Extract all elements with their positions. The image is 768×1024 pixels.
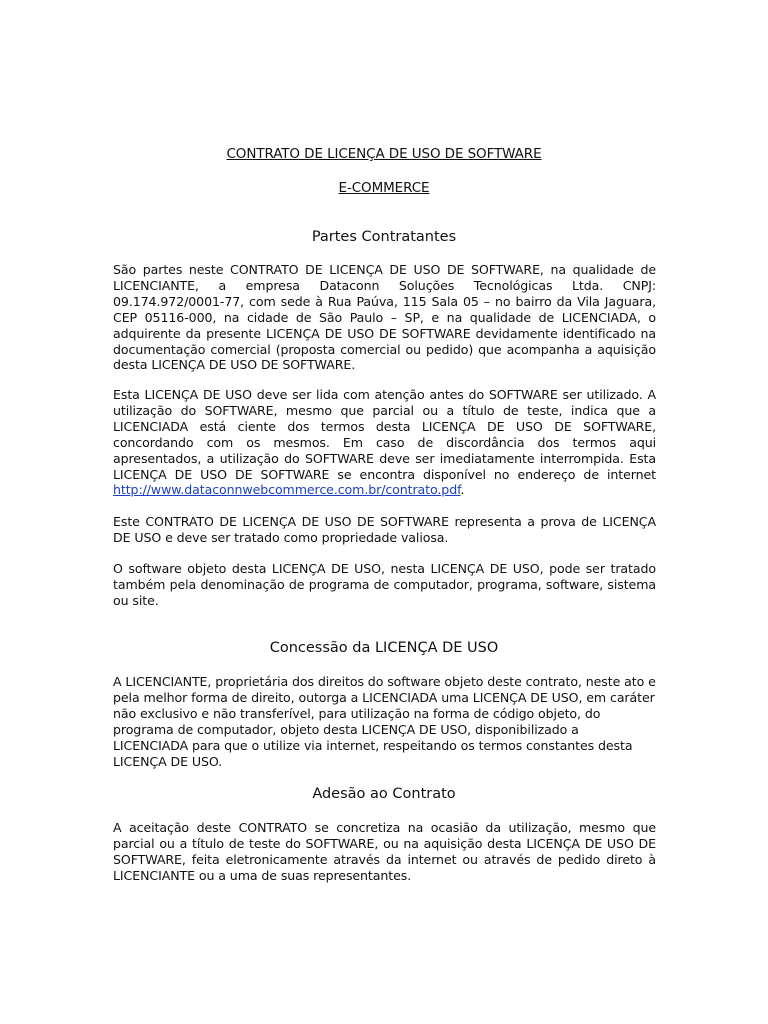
paragraph-prova: Este CONTRATO DE LICENÇA DE USO DE SOFTWARE representa a prova de LICENÇA DE USO e deve ser tratado como propriedade valiosa. [113,514,656,545]
contract-link[interactable]: http://www.dataconnwebcommerce.com.br/contrato.pdf [113,482,461,498]
paragraph-concessao: A LICENCIANTE, proprietária dos direitos do software objeto deste contrato, neste ato e pela melhor forma de direito, outorga a LICENCIADA uma LICENÇA DE USO, em caráter não exclusivo e não transferível, para utilização na forma de código objeto, do programa de computador, objeto desta LICENÇA DE USO, disponibilizado a LICENCIADA para que o utilize via internet, respeitando os termos constantes desta LICENÇA DE USO. [113,674,656,769]
paragraph-adesao: A aceitação deste CONTRATO se concretiza na ocasião da utilização, mesmo que parcial ou a título de teste do SOFTWARE, ou na aquisição desta LICENÇA DE USO DE SOFTWARE, feita eletronicamente através da internet ou através de pedido direto à LICENCIANTE ou a uma de suas representantes. [113,820,656,883]
paragraph-leitura [113,387,656,498]
section-heading-concessao: Concessão da LICENÇA DE USO [269,640,499,656]
link-suffix: . [460,482,465,498]
paragraph-partes: São partes neste CONTRATO DE LICENÇA DE USO DE SOFTWARE, na qualidade de LICENCIANTE, a empresa Dataconn Soluções Tecnológicas Ltda. CNPJ: 09.174.972/0001-77, com sede à Rua Paúva, 115 Sala 05 – no bairro da Vila Jaguara, CEP 05116-000, na cidade de São Paulo – SP, e na qualidade de LICENCIADA, o adquirente da presente LICENÇA DE USO DE SOFTWARE devidamente identificado na documentação comercial (proposta comercial ou pedido) que acompanha a aquisição desta LICENÇA DE USO DE SOFTWARE. [113,262,656,373]
document-title: CONTRATO DE LICENÇA DE USO DE SOFTWARE [226,146,542,162]
section-heading-adesao: Adesão ao Contrato [312,786,456,802]
paragraph-denominacao: O software objeto desta LICENÇA DE USO, nesta LICENÇA DE USO, pode ser tratado também pela denominação de programa de computador, programa, software, sistema ou site. [113,561,656,608]
document-subtitle: E-COMMERCE [338,180,430,196]
paragraph-leitura-text: Esta LICENÇA DE USO deve ser lida com atenção antes do SOFTWARE ser utilizado. A utilização do SOFTWARE, mesmo que parcial ou a título de teste, indica que a LICENCIADA está ciente dos termos desta LICENÇA DE USO DE SOFTWARE, concordando com os mesmos. Em caso de discordância dos termos aqui apresentados, a utilização do SOFTWARE deve ser imediatamente interrompida. Esta LICENÇA DE USO DE SOFTWARE se encontra disponível no endereço de internet [113,387,656,482]
section-heading-partes: Partes Contratantes [311,229,457,245]
